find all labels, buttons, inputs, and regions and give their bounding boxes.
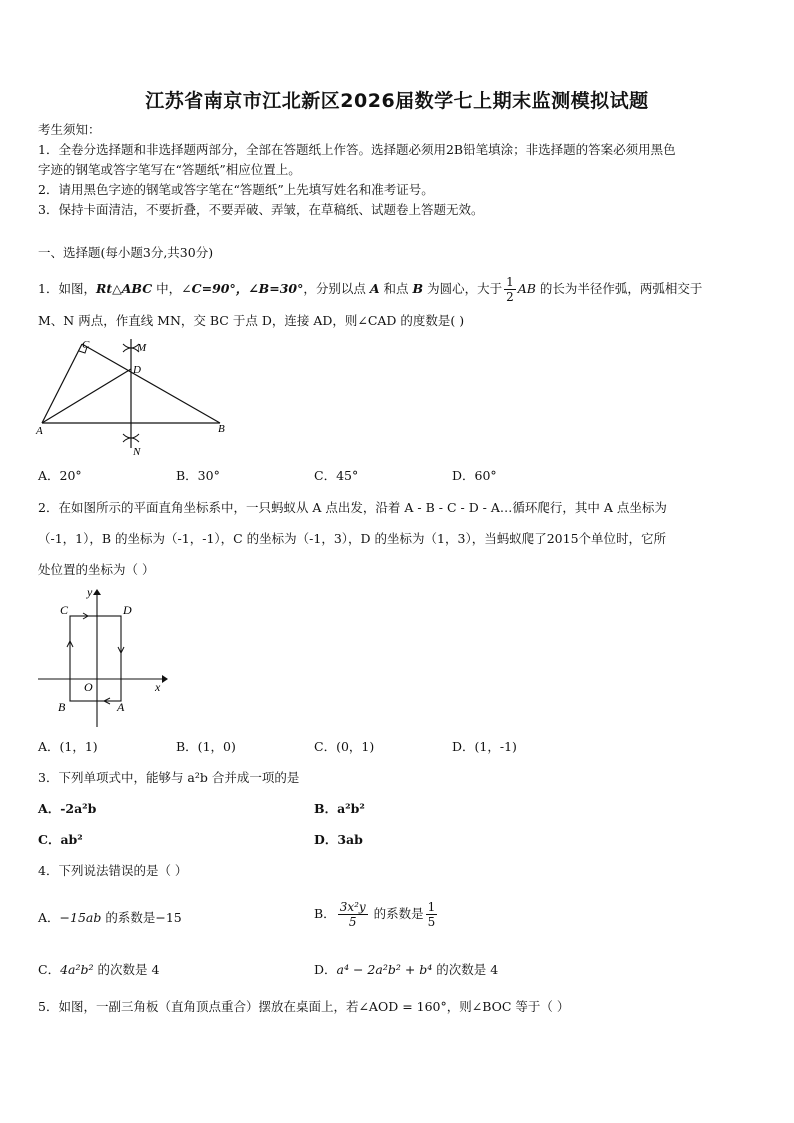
- q1-triangle-figure: [30, 336, 240, 461]
- q3-option-b[interactable]: B．a²b²: [314, 801, 365, 816]
- q2-label-a: A: [117, 700, 125, 714]
- q3-stem: 3．下列单项式中，能够与 a²b 合并成一项的是: [38, 770, 300, 785]
- section-heading: 一、选择题(每小题3分,共30分): [38, 245, 214, 260]
- q3-option-d[interactable]: D．3ab: [314, 832, 363, 847]
- q1-label-c: C: [82, 339, 90, 351]
- q2-label-d: D: [123, 603, 132, 617]
- q1-label-d: D: [133, 364, 141, 376]
- q4-b-coef-fraction: $\frac{1}{5}$: [427, 900, 436, 929]
- q3-option-a[interactable]: A．-2a²b: [38, 801, 97, 816]
- notice-item-2: 2．请用黑色字迹的钢笔或答字笔在“答题纸”上先填写姓名和准考证号。: [38, 182, 434, 197]
- q1-option-b[interactable]: B．30°: [176, 468, 220, 483]
- q1-stem-line2: M、N 两点，作直线 MN，交 BC 于点 D，连接 AD，则∠CAD 的度数是( ): [38, 313, 465, 328]
- q4-option-b[interactable]: B． $\frac{\text{3x²y}}{5}$ 的系数是 $\frac{1}{5}$: [314, 900, 436, 929]
- q4-b-fraction: $\frac{\text{3x²y}}{5}$: [339, 900, 366, 929]
- q2-option-d[interactable]: D．(1，-1): [452, 739, 517, 754]
- q1-label-n: N: [133, 446, 141, 458]
- q2-option-a[interactable]: A．(1，1): [38, 739, 98, 754]
- q5-stem: 5．如图，一副三角板（直角顶点重合）摆放在桌面上，若∠AOD = 160°，则∠BOC 等于（ ）: [38, 999, 570, 1014]
- q2-stem-line3: 处位置的坐标为（ ）: [38, 562, 155, 577]
- notice-item-3: 3．保持卡面清洁，不要折叠，不要弄破、弄皱，在草稿纸、试题卷上答题无效。: [38, 202, 484, 217]
- q3-option-c[interactable]: C．ab²: [38, 832, 83, 847]
- q1-stem-line1: 1．如图，Rt△ABC 中，∠C=90°，∠B=30°，分别以点 A 和点 B 为圆心，大于 $\frac{1}{2}$ AB 的长为半径作弧，两弧相交于: [38, 275, 703, 304]
- q1-option-d[interactable]: D．60°: [452, 468, 497, 483]
- notice-heading: 考生须知：: [38, 122, 101, 137]
- q2-option-b[interactable]: B．(1，0): [176, 739, 236, 754]
- q1-option-c[interactable]: C．45°: [314, 468, 359, 483]
- q2-label-y: y: [87, 585, 93, 599]
- q4-option-a[interactable]: A．−15ab 的系数是−15: [38, 910, 182, 925]
- q2-stem-line2: （-1，1），B 的坐标为（-1，-1），C 的坐标为（-1，3），D 的坐标为（1，3），当蚂蚁爬了2015个单位时，它所: [38, 531, 667, 546]
- exam-title: 江苏省南京市江北新区2026届数学七上期末监测模拟试题: [145, 90, 649, 112]
- notice-item-1-cont: 字迹的钢笔或答字笔写在“答题纸”相应位置上。: [38, 162, 301, 177]
- q2-label-x: x: [155, 680, 161, 694]
- q2-option-c[interactable]: C．(0，1): [314, 739, 375, 754]
- q1-fraction: $\frac{1}{2}$: [506, 275, 514, 304]
- q2-label-b: B: [58, 700, 66, 714]
- q2-stem-line1: 2．在如图所示的平面直角坐标系中，一只蚂蚁从 A 点出发，沿着 A - B - C - D - A…循环爬行，其中 A 点坐标为: [38, 500, 667, 515]
- q2-coordinate-figure: [30, 585, 175, 730]
- q1-label-b: B: [218, 423, 225, 435]
- q2-label-c: C: [60, 603, 69, 617]
- q4-stem: 4．下列说法错误的是（ ）: [38, 863, 188, 878]
- q1-label-a: A: [36, 425, 43, 437]
- q4-option-c[interactable]: C．4a²b² 的次数是 4: [38, 962, 160, 977]
- q4-option-d[interactable]: D．a⁴ − 2a²b² + b⁴ 的次数是 4: [314, 962, 499, 977]
- q2-label-o: O: [84, 680, 93, 694]
- notice-item-1: 1．全卷分选择题和非选择题两部分，全部在答题纸上作答。选择题必须用2B铅笔填涂；非选择题的答案必须用黑色: [38, 142, 676, 157]
- q1-label-m: M: [137, 342, 147, 354]
- q1-option-a[interactable]: A．20°: [38, 468, 82, 483]
